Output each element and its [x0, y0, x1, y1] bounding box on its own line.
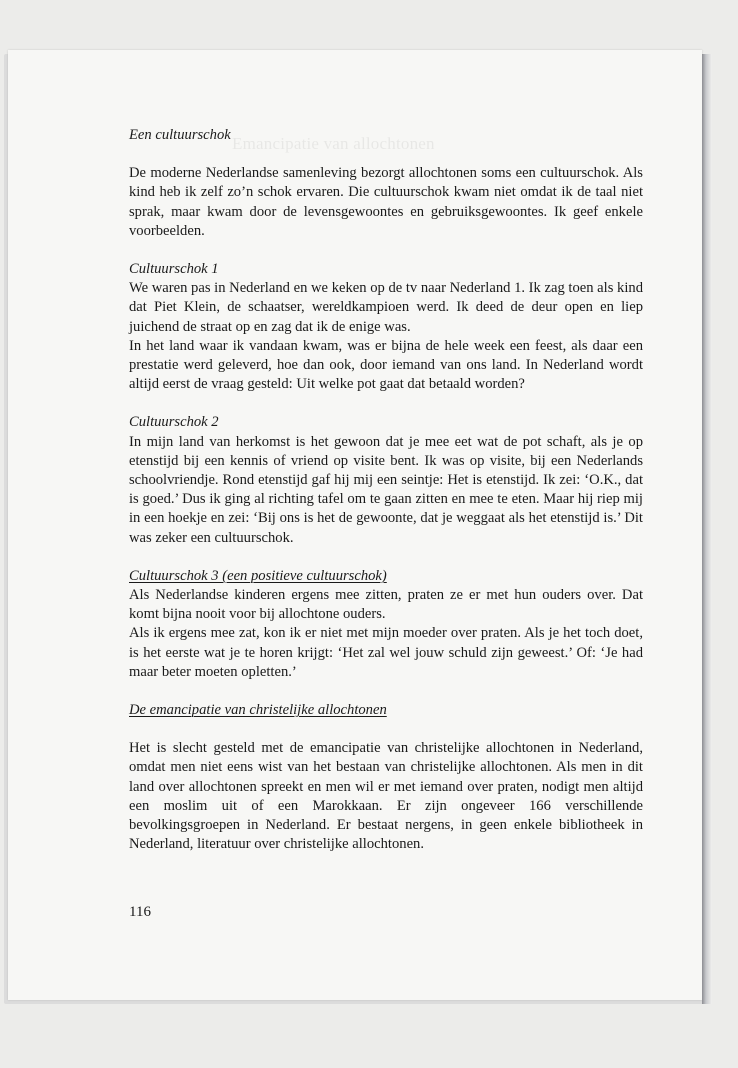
- bleed-through-heading: Emancipatie van allochtonen: [232, 134, 435, 153]
- emancipatie-paragraph: Het is slecht gesteld met de emancipatie van christelijke allochtonen in Nederland, omdat men niet eens wist van het bestaan van christelijke allochtonen. Als men in dit land over allochtonen spreekt en men wil er met iemand over praten, nodigt men altijd een moslim uit of een Marokkaan. Er zijn ongeveer 166 verschillende bevolkingsgroepen in Nederland. Er bestaat nergens, in geen enkele bibliotheek in Nederland, literatuur over christelijke allochtonen.: [129, 740, 643, 853]
- schok2-paragraph-1: In mijn land van herkomst is het gewoon dat je mee eet wat de pot schaft, als je op etenstijd bij een kennis of vriend op visite bent. Ik was op visite, bij een Nederlands schoolvriendje. Rond etenstijd gaf hij mij een seintje: Het is etenstijd. Ik zei: ‘O.K., dat is goed.’ Dus ik ging al richting tafel om te gaan zitten en mee te eten. Maar hij riep mij in een hoekje en zei: ‘Bij ons is het de gewoonte, dat je weggaat als het etenstijd is.’ Dit was zeker een cultuurschok.: [129, 433, 643, 546]
- heading-cultuurschok-3: Cultuurschok 3 (een positieve cultuurschok): [129, 567, 387, 584]
- intro-paragraph: De moderne Nederlandse samenleving bezorgt allochtonen soms een cultuurschok. Als kind heb ik zelf zo’n schok ervaren. Die cultuurschok kwam niet omdat ik de taal niet sprak, maar kwam door de levensgewoontes en gebruiksgewoontes. Ik geef enkele voorbeelden.: [129, 165, 643, 239]
- heading-cultuurschok-1: Cultuurschok 1: [129, 261, 219, 278]
- heading-emancipatie: De emancipatie van christelijke allochtonen: [129, 702, 387, 719]
- schok3-paragraph-2: Als ik ergens mee zat, kon ik er niet met mijn moeder over praten. Als je het toch doet, is het eerste wat je te horen krijgt: ‘Het zal wel jouw schuld zijn geweest.’ Of: ‘Je had maar beter moeten opletten.’: [129, 625, 643, 680]
- page-content: [129, 126, 643, 855]
- section-title-cultuurschok: Een cultuurschok: [129, 127, 231, 143]
- schok1-paragraph-2: In het land waar ik vandaan kwam, was er bijna de hele week een feest, als daar een prestatie werd geleverd, hoe dan ook, door iemand van ons land. In Nederland wordt altijd eerst de vraag gesteld: Uit welke pot gaat dat betaald worden?: [129, 337, 643, 393]
- schok3-paragraph-1: Als Nederlandse kinderen ergens mee zitten, praten ze er met hun ouders over. Dat komt bijna nooit voor bij allochtone ouders.: [129, 587, 643, 623]
- page-number: 116: [129, 904, 151, 920]
- schok1-paragraph-1: We waren pas in Nederland en we keken op de tv naar Nederland 1. Ik zag toen als kind dat Piet Klein, de schaatser, wereldkampioen werd. Ik deed de deur open en liep juichend de straat op en zag dat ik de enige was.: [129, 280, 643, 335]
- heading-cultuurschok-2: Cultuurschok 2: [129, 414, 219, 431]
- book-spine-edge: [702, 54, 712, 1004]
